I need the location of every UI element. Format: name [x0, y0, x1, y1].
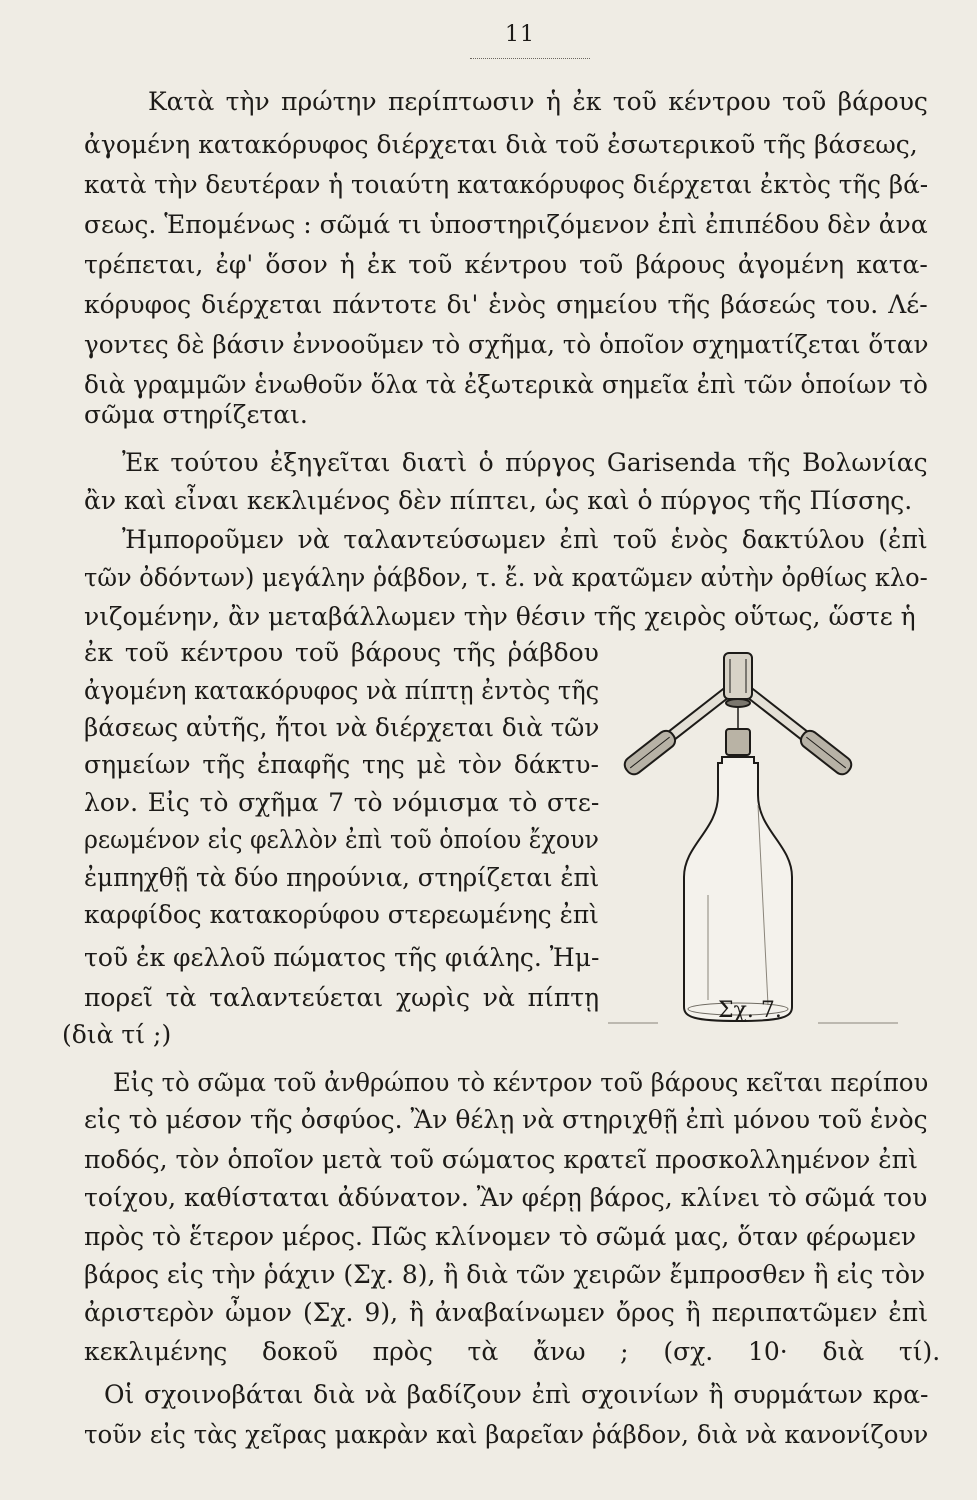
text-line: γοντες δὲ βάσιν ἐννοοῦμεν τὸ σχῆμα, τὸ ὁποῖον σχηματίζεται ὅταν [84, 330, 929, 359]
header-rule [470, 58, 590, 59]
text-line: σῶμα στηρίζεται. [84, 400, 308, 429]
text-line: ἀγομένη κατακόρυφος διέρχεται διὰ τοῦ ἐσωτερικοῦ τῆς βάσεως, [84, 130, 918, 159]
text-line: ἂν καὶ εἶναι κεκλιμένος δὲν πίπτει, ὡς καὶ ὁ πύργος τῆς Πίσσης. [84, 486, 913, 515]
text-line: (διὰ τί ;) [62, 1020, 172, 1049]
text-line: ἐμπηχθῇ τὰ δύο πηρούνια, στηρίζεται ἐπὶ [84, 863, 600, 892]
text-line: κόρυφος διέρχεται πάντοτε δι' ἑνὸς σημείου τῆς βάσεώς του. Λέ- [84, 290, 928, 319]
text-line: τρέπεται, ἐφ' ὅσον ἡ ἐκ τοῦ κέντρου τοῦ βάρους ἀγομένη κατα- [84, 250, 928, 279]
text-line: τοίχου, καθίσταται ἀδύνατον. Ἂν φέρῃ βάρος, κλίνει τὸ σῶμά του [84, 1183, 928, 1212]
text-line: ἀγομένη κατακόρυφος νὰ πίπτῃ ἐντὸς τῆς [84, 676, 600, 705]
text-line: βάρος εἰς τὴν ῥάχιν (Σχ. 8), ἢ διὰ τῶν χειρῶν ἔμπροσθεν ἢ εἰς τὸν [84, 1260, 926, 1289]
text-line: Κατὰ τὴν πρώτην περίπτωσιν ἡ ἐκ τοῦ κέντρου τοῦ βάρους [148, 87, 928, 116]
text-line: Οἱ σχοινοβάται διὰ νὰ βαδίζουν ἐπὶ σχοινίων ἢ συρμάτων κρα- [104, 1380, 929, 1409]
text-line: ἐκ τοῦ κέντρου τοῦ βάρους τῆς ῥάβδου [84, 638, 599, 667]
page-number: 11 [505, 22, 535, 47]
figure-bottle-forks [608, 645, 898, 1025]
text-line: λον. Εἰς τὸ σχῆμα 7 τὸ νόμισμα τὸ στε- [84, 788, 600, 817]
text-line: Ἐκ τούτου ἐξηγεῖται διατὶ ὁ πύργος Garisenda τῆς Βολωνίας [122, 448, 928, 477]
text-line: σημείων τῆς ἐπαφῆς της μὲ τὸν δάκτυ- [84, 750, 599, 779]
text-line: καρφίδος κατακορύφου στερεωμένης ἐπὶ [84, 900, 599, 929]
text-line: εἰς τὸ μέσον τῆς ὀσφύος. Ἂν θέλῃ νὰ στηριχθῇ ἐπὶ μόνου τοῦ ἑνὸς [84, 1105, 928, 1134]
text-line: κατὰ τὴν δευτέραν ἡ τοιαύτη κατακόρυφος διέρχεται ἐκτὸς τῆς βά- [84, 170, 929, 199]
text-line: ρεωμένον εἰς φελλὸν ἐπὶ τοῦ ὁποίου ἔχουν [84, 825, 599, 854]
text-line: διὰ γραμμῶν ἑνωθοῦν ὅλα τὰ ἐξωτερικὰ σημεῖα ἐπὶ τῶν ὁποίων τὸ [84, 370, 928, 399]
text-line: βάσεως αὐτῆς, ἤτοι νὰ διέρχεται διὰ τῶν [84, 713, 600, 742]
text-line: κεκλιμένης δοκοῦ πρὸς τὰ ἄνω ; (σχ. 10· διὰ τί). [84, 1337, 941, 1366]
figure-caption: Σχ. 7. [718, 998, 782, 1023]
text-line: ποδός, τὸν ὁποῖον μετὰ τοῦ σώματος κρατεῖ προσκολλημένον ἐπὶ [84, 1145, 918, 1174]
text-line: νιζομένην, ἂν μεταβάλλωμεν τὴν θέσιν τῆς χειρὸς οὕτως, ὥστε ἡ [84, 602, 916, 631]
text-line: Ἠμποροῦμεν νὰ ταλαντεύσωμεν ἐπὶ τοῦ ἑνὸς δακτύλου (ἐπὶ [122, 525, 928, 554]
text-line: ἀριστερὸν ὦμον (Σχ. 9), ἢ ἀναβαίνωμεν ὄρος ἢ περιπατῶμεν ἐπὶ [84, 1298, 929, 1327]
text-line: πρὸς τὸ ἕτερον μέρος. Πῶς κλίνομεν τὸ σῶμά μας, ὅταν φέρωμεν [84, 1222, 917, 1251]
text-line: πορεῖ τὰ ταλαντεύεται χωρὶς νὰ πίπτῃ [84, 983, 600, 1012]
text-line: Εἰς τὸ σῶμα τοῦ ἀνθρώπου τὸ κέντρον τοῦ βάρους κεῖται περίπου [113, 1068, 929, 1097]
text-line: τοῦ ἐκ φελλοῦ πώματος τῆς φιάλης. Ἠμ- [84, 943, 600, 972]
text-line: τοῦν εἰς τὰς χεῖρας μακρὰν καὶ βαρεῖαν ῥάβδον, διὰ νὰ κανονίζουν [84, 1420, 929, 1449]
text-line: σεως. Ἑπομένως : σῶμά τι ὑποστηριζόμενον ἐπὶ ἐπιπέδου δὲν ἀνα [84, 210, 928, 239]
text-line: τῶν ὀδόντων) μεγάλην ῥάβδον, τ. ἔ. νὰ κρατῶμεν αὐτὴν ὀρθίως κλο- [84, 563, 928, 592]
